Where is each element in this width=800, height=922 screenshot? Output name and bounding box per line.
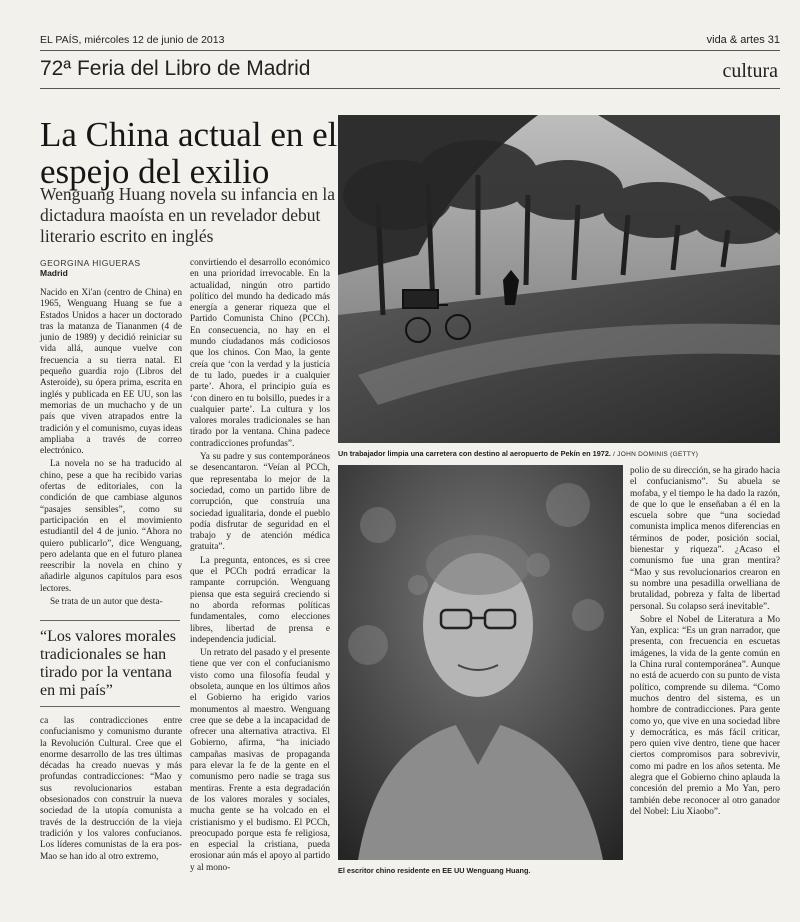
paragraph: Ya su padre y sus contemporáneos se desencantaron. “Veían al PCCh, que representaba lo mejor de la sociedad, como un partido libre de corrupción, que construía una sociedad igualitaria, donde el pueblo podía disfrutar de seguridad en el trabajo y de atención médica gratuita”. <box>190 452 330 553</box>
article-headline: La China actual en el espejo del exilio <box>40 115 338 191</box>
paragraph: La pregunta, entonces, es si cree que el PCCh podrá erradicar la rampante corrupción. Wenguang piensa que esta seguirá creciendo si no aborda reformas políticas fundamentales, como elecciones libres, libertad de prensa e independencia judicial. <box>190 555 330 645</box>
article-dateline: Madrid <box>40 268 68 278</box>
article-column-1-continued <box>40 716 182 865</box>
caption-credit: / JOHN DOMINIS (GETTY) <box>612 451 699 458</box>
article-byline: GEORGINA HIGUERAS <box>40 258 141 268</box>
article-column-1 <box>40 288 182 610</box>
paragraph: Un retrato del pasado y el presente tiene que ver con el confucianismo visto como una filosofía feudal y obsoleta, aunque en los últimos años el Gobierno ha erigido varios monumentos al maestro. Wenguang cree que se debe a la incapacidad de ofrecer una alternativa atractiva. El Gobierno, afirma, “ha iniciado campañas masivas de propaganda para elevar la fe de la gente en el comunismo pero nadie se traga sus mentiras. Frente a esta degradación de los valores morales y sociales, mucha gente se ha volcado en el cristianismo y el budismo. El PCCh, preocupado porque esta fe religiosa, en especial la cristiana, pueda erosionar aún más el apoyo al partido y al mono- <box>190 648 330 873</box>
paragraph: ca las contradicciones entre confucianismo y comunismo durante la Revolución Cultural. Cree que el enorme desarrollo de las tres últimas décadas ha creado nuevas y más profundas contradicciones: “Mao y sus revolucionarios estaban obsesionados con construir la nueva sociedad de la utopía comunista a través de la destrucción de la vieja tradición y los valores confucianos. Los líderes comunistas de la era pos-Mao se han ido al otro extremo, <box>40 716 182 862</box>
photo-road-cleaner-image <box>338 115 780 443</box>
caption-text: Un trabajador limpia una carretera con destino al aeropuerto de Pekín en 1972. <box>338 449 611 458</box>
pull-quote: “Los valores morales tradicionales se han tirado por la ventana en mi país” <box>40 628 176 699</box>
section-tag: cultura <box>722 60 778 82</box>
masthead-rule <box>40 50 780 51</box>
photo-caption-bottom: El escritor chino residente en EE UU Wenguang Huang. <box>338 866 531 875</box>
paragraph: La novela no se ha traducido al chino, pese a que ha recibido varias ofertas de editoriales, con la condición de que cambiase algunos “pasajes sensibles”, como su participación en el movimiento estudiantil del 4 de junio. “Ahora no quiero publicarlo”, dice Wenguang, pero adelanta que en el futuro planea reescribir la novela en chino y añadirle algunos capítulos para esos lectores. <box>40 459 182 594</box>
masthead-page: vida & artes 31 <box>706 34 780 46</box>
photo-author-portrait-image <box>338 465 623 860</box>
paragraph: Se trata de un autor que desta- <box>50 597 163 608</box>
photo-road-cleaner <box>338 115 780 443</box>
quote-rule-top <box>40 620 180 621</box>
article-subhead: Wenguang Huang novela su infancia en la dictadura maoísta en un revelador debut literario escrito en inglés <box>40 184 336 246</box>
quote-rule-bottom <box>40 706 180 707</box>
article-column-2 <box>190 258 330 878</box>
paragraph: Nacido en Xi'an (centro de China) en 1965, Wenguang Huang se fue a Estados Unidos a hacer un doctorado tras la matanza de Tiananmen (4 de junio de 1989) y decidió reiniciar su vida allá, aunque vuelve con frecuencia a su tierra natal. El pequeño guardia rojo (Libros del Asteroide), su ópera prima, escrita en inglés y publicada en EE UU, son las memorias de un muchacho y de un país que viven atrapados entre la tradición y el comunismo, cuyas ideas ampliaba a través de correo electrónico. <box>40 288 182 457</box>
masthead-date: EL PAÍS, miércoles 12 de junio de 2013 <box>40 34 225 46</box>
paragraph: polio de su dirección, se ha girado hacia el confucianismo”. Su abuela se mofaba, y el tiempo le ha dado la razón, de que lo que le enseñaban a él en la escuela sobre que “una sociedad comunista implica menos diferencias en términos de poder, posición social, bienestar y riqueza”. ¿Acaso el comunismo fue una gran mentira? “Mao y sus revolucionarios crearon en su nombre una pesadilla orwelliana de brutalidad, pobreza y falta de libertad personal. Su colapso será inevitable”. <box>630 466 780 612</box>
photo-caption-top <box>338 449 788 458</box>
photo-author-portrait <box>338 465 623 860</box>
section-rule <box>40 88 780 89</box>
paragraph: convirtiendo el desarrollo económico en una prioridad irrevocable. En la actualidad, ningún otro partido político del mundo ha dedicado más energía a generar riqueza que el Partido Comunista Chino (PCCh). En consecuencia, no hay en el mundo ciudadanos más codiciosos que los chinos. Con Mao, la gente creía que ‘con la verdad y la justicia de tu lado, puedes ir a cualquier parte’. Ahora, el principio guía es ‘con dinero en tu bolsillo, puedes ir a cualquier parte’. La cultura y los valores morales tradicionales se han tirado por la ventana. China padece contradicciones profundas”. <box>190 258 330 449</box>
paragraph: Sobre el Nobel de Literatura a Mo Yan, explica: “Es un gran narrador, que presenta, con frecuencia en escuetas imágenes, la vida de la gente común en la China rural contemporánea”. Aunque no está de acuerdo con su punto de vista político, comprende su dilema. “Como muchos dentro del sistema, es un hombre de contradicciones. Para gente como yo, que vive en una sociedad libre y democrática, es más fácil criticar, pero quien vive dentro, tiene que hacer ciertos compromisos para sobrevivir, como mi padre en los años setenta. Me alegra que el Gobierno chino aplauda la concesión del premio a Mo Yan, pero también debe reconocer al otro ganador del Nobel: Liu Xiaobo”. <box>630 614 780 817</box>
article-column-3 <box>630 466 780 886</box>
section-title: 72ª Feria del Libro de Madrid <box>40 57 311 80</box>
